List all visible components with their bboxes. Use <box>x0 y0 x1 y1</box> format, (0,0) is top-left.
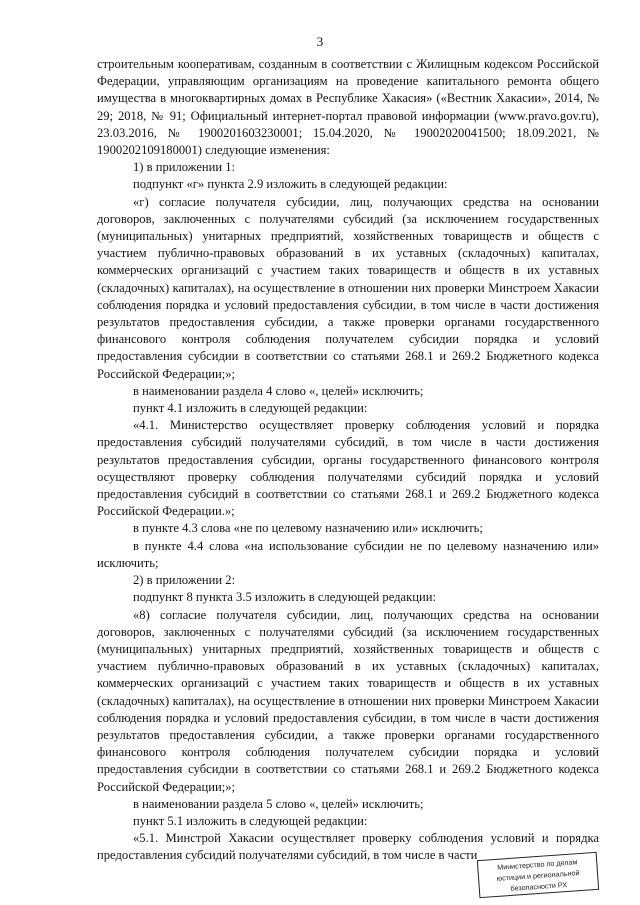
paragraph-11: подпункт 8 пункта 3.5 изложить в следующей редакции: <box>133 590 436 605</box>
paragraph-4: «г) согласие получателя субсидии, лиц, получающих средства на основании договоров, заключенных с получателями субсидий (за исключением государственных (муниципальных) унитарных предприятий, хозяйственных товариществ и обществ с участием публично-правовых образований в их уставных (складочных) капиталах, коммерческих организаций с участием таких товариществ и обществ в их уставных (складочных) капиталах), на осуществление в отношении них проверки Минстроем Хакасии соблюдения порядка и условий предоставления субсидии, в том числе в части достижения результатов предоставления субсидии, а также проверки органами государственного финансового контроля соблюдения получателем субсидии порядка и условий предоставления субсидии в соответствии со статьями 268.1 и 269.2 Бюджетного кодекса Российской Федерации;»; <box>97 194 599 381</box>
paragraph-2: 1) в приложении 1: <box>133 160 236 175</box>
paragraph-3: подпункт «г» пункта 2.9 изложить в следующей редакции: <box>133 177 448 192</box>
paragraph-14: пункт 5.1 изложить в следующей редакции: <box>133 813 368 828</box>
paragraph-13: в наименовании раздела 5 слово «, целей» исключить; <box>133 796 424 811</box>
paragraph-7: «4.1. Министерство осуществляет проверку соблюдения условий и порядка предоставления субсидий получателями субсидий, в том числе в части достижения результатов предоставления субсидии, органы государственного финансового контроля осуществляют проверку соблюдения получателями субсидий порядка и условий предоставления субсидий в соответствии со статьями 268.1 и 269.2 Бюджетного кодекса Российской Федерации.»; <box>97 418 599 519</box>
stamp-line-3: безопасности РХ <box>510 880 568 893</box>
paragraph-15: «5.1. Минстрой Хакасии осуществляет проверку соблюдения условий и порядка предоставления субсидий получателями субсидий, в том числе в части <box>97 831 599 863</box>
page-number: 3 <box>316 34 324 49</box>
stamp-line-1: Министерство по делам <box>496 857 578 872</box>
paragraph-5: в наименовании раздела 4 слово «, целей» исключить; <box>133 383 424 398</box>
paragraph-12: «8) согласие получателя субсидии, лиц, получающих средства на основании договоров, заключенных с получателями субсидий (за исключением государственных (муниципальных) унитарных предприятий, хозяйственных товариществ и обществ с участием публично-правовых образований в их уставных (складочных) капиталах, коммерческих организаций с участием таких товариществ и обществ в их уставных (складочных) капиталах), на осуществление в отношении них проверки Минстроем Хакасии соблюдения порядка и условий предоставления субсидии, в том числе в части достижения результатов предоставления субсидии, а также проверки органами государственного финансового контроля соблюдения получателем субсидии порядка и условий предоставления субсидии в соответствии со статьями 268.1 и 269.2 Бюджетного кодекса Российской Федерации;»; <box>97 607 599 794</box>
registration-stamp <box>477 852 599 898</box>
paragraph-1: строительным кооперативам, созданным в соответствии с Жилищным кодексом Российской Федерации, управляющим организациям на проведение капитального ремонта общего имущества в многоквартирных домах в Республике Хакасия» («Вестник Хакасии», 2014, № 29; 2018, № 91; Официальный интернет-портал правовой информации (www.pravo.gov.ru), 23.03.2016, № 1900201603230001; 15.04.2020, № 19002020041500; 18.09.2021, № 1900202109180001) следующие изменения: <box>97 57 599 158</box>
document-body <box>97 56 599 865</box>
paragraph-10: 2) в приложении 2: <box>133 573 236 588</box>
paragraph-6: пункт 4.1 изложить в следующей редакции: <box>133 401 368 416</box>
paragraph-9: в пункте 4.4 слова «на использование субсидии не по целевому назначению или» исключить; <box>97 538 599 570</box>
paragraph-8: в пункте 4.3 слова «не по целевому назначению или» исключить; <box>133 521 483 536</box>
stamp-line-2: юстиции и региональной <box>496 868 580 883</box>
